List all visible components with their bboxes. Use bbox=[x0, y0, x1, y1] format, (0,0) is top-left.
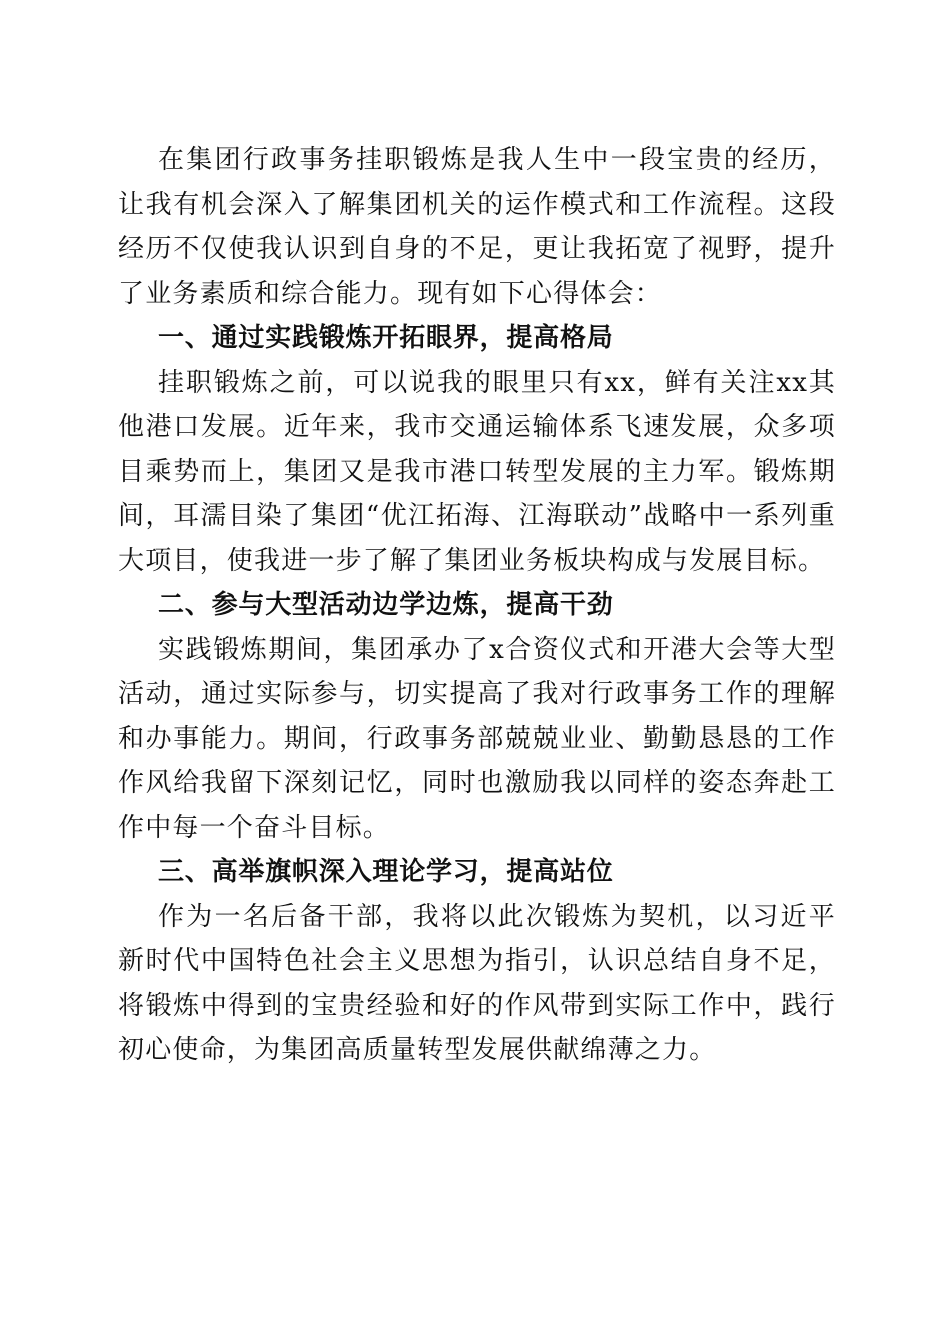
section-2-paragraph: 实践锻炼期间，集团承办了x合资仪式和开港大会等大型活动，通过实际参与，切实提高了我对行政事务工作的理解和办事能力。期间，行政事务部兢兢业业、勤勤恳恳的工作作风给我留下深刻记忆，同时也激励我以同样的姿态奔赴工作中每一个奋斗目标。 bbox=[118, 634, 836, 843]
section-2-heading: 二、参与大型活动边学边炼，提高干劲 bbox=[158, 590, 614, 620]
document-body bbox=[118, 138, 836, 1073]
intro-paragraph: 在集团行政事务挂职锻炼是我人生中一段宝贵的经历，让我有机会深入了解集团机关的运作模式和工作流程。这段经历不仅使我认识到自身的不足，更让我拓宽了视野，提升了业务素质和综合能力。现有如下心得体会： bbox=[118, 145, 836, 309]
section-1-paragraph: 挂职锻炼之前，可以说我的眼里只有xx，鲜有关注xx其他港口发展。近年来，我市交通运输体系飞速发展，众多项目乘势而上，集团又是我市港口转型发展的主力军。锻炼期间，耳濡目染了集团“优江拓海、江海联动”战略中一系列重大项目，使我进一步了解了集团业务板块构成与发展目标。 bbox=[118, 367, 836, 576]
section-1-heading: 一、通过实践锻炼开拓眼界，提高格局 bbox=[158, 323, 614, 353]
section-3-heading: 三、高举旗帜深入理论学习，提高站位 bbox=[158, 857, 614, 887]
section-3-paragraph: 作为一名后备干部，我将以此次锻炼为契机，以习近平新时代中国特色社会主义思想为指引，认识总结自身不足，将锻炼中得到的宝贵经验和好的作风带到实际工作中，践行初心使命，为集团高质量转型发展供献绵薄之力。 bbox=[118, 901, 836, 1065]
